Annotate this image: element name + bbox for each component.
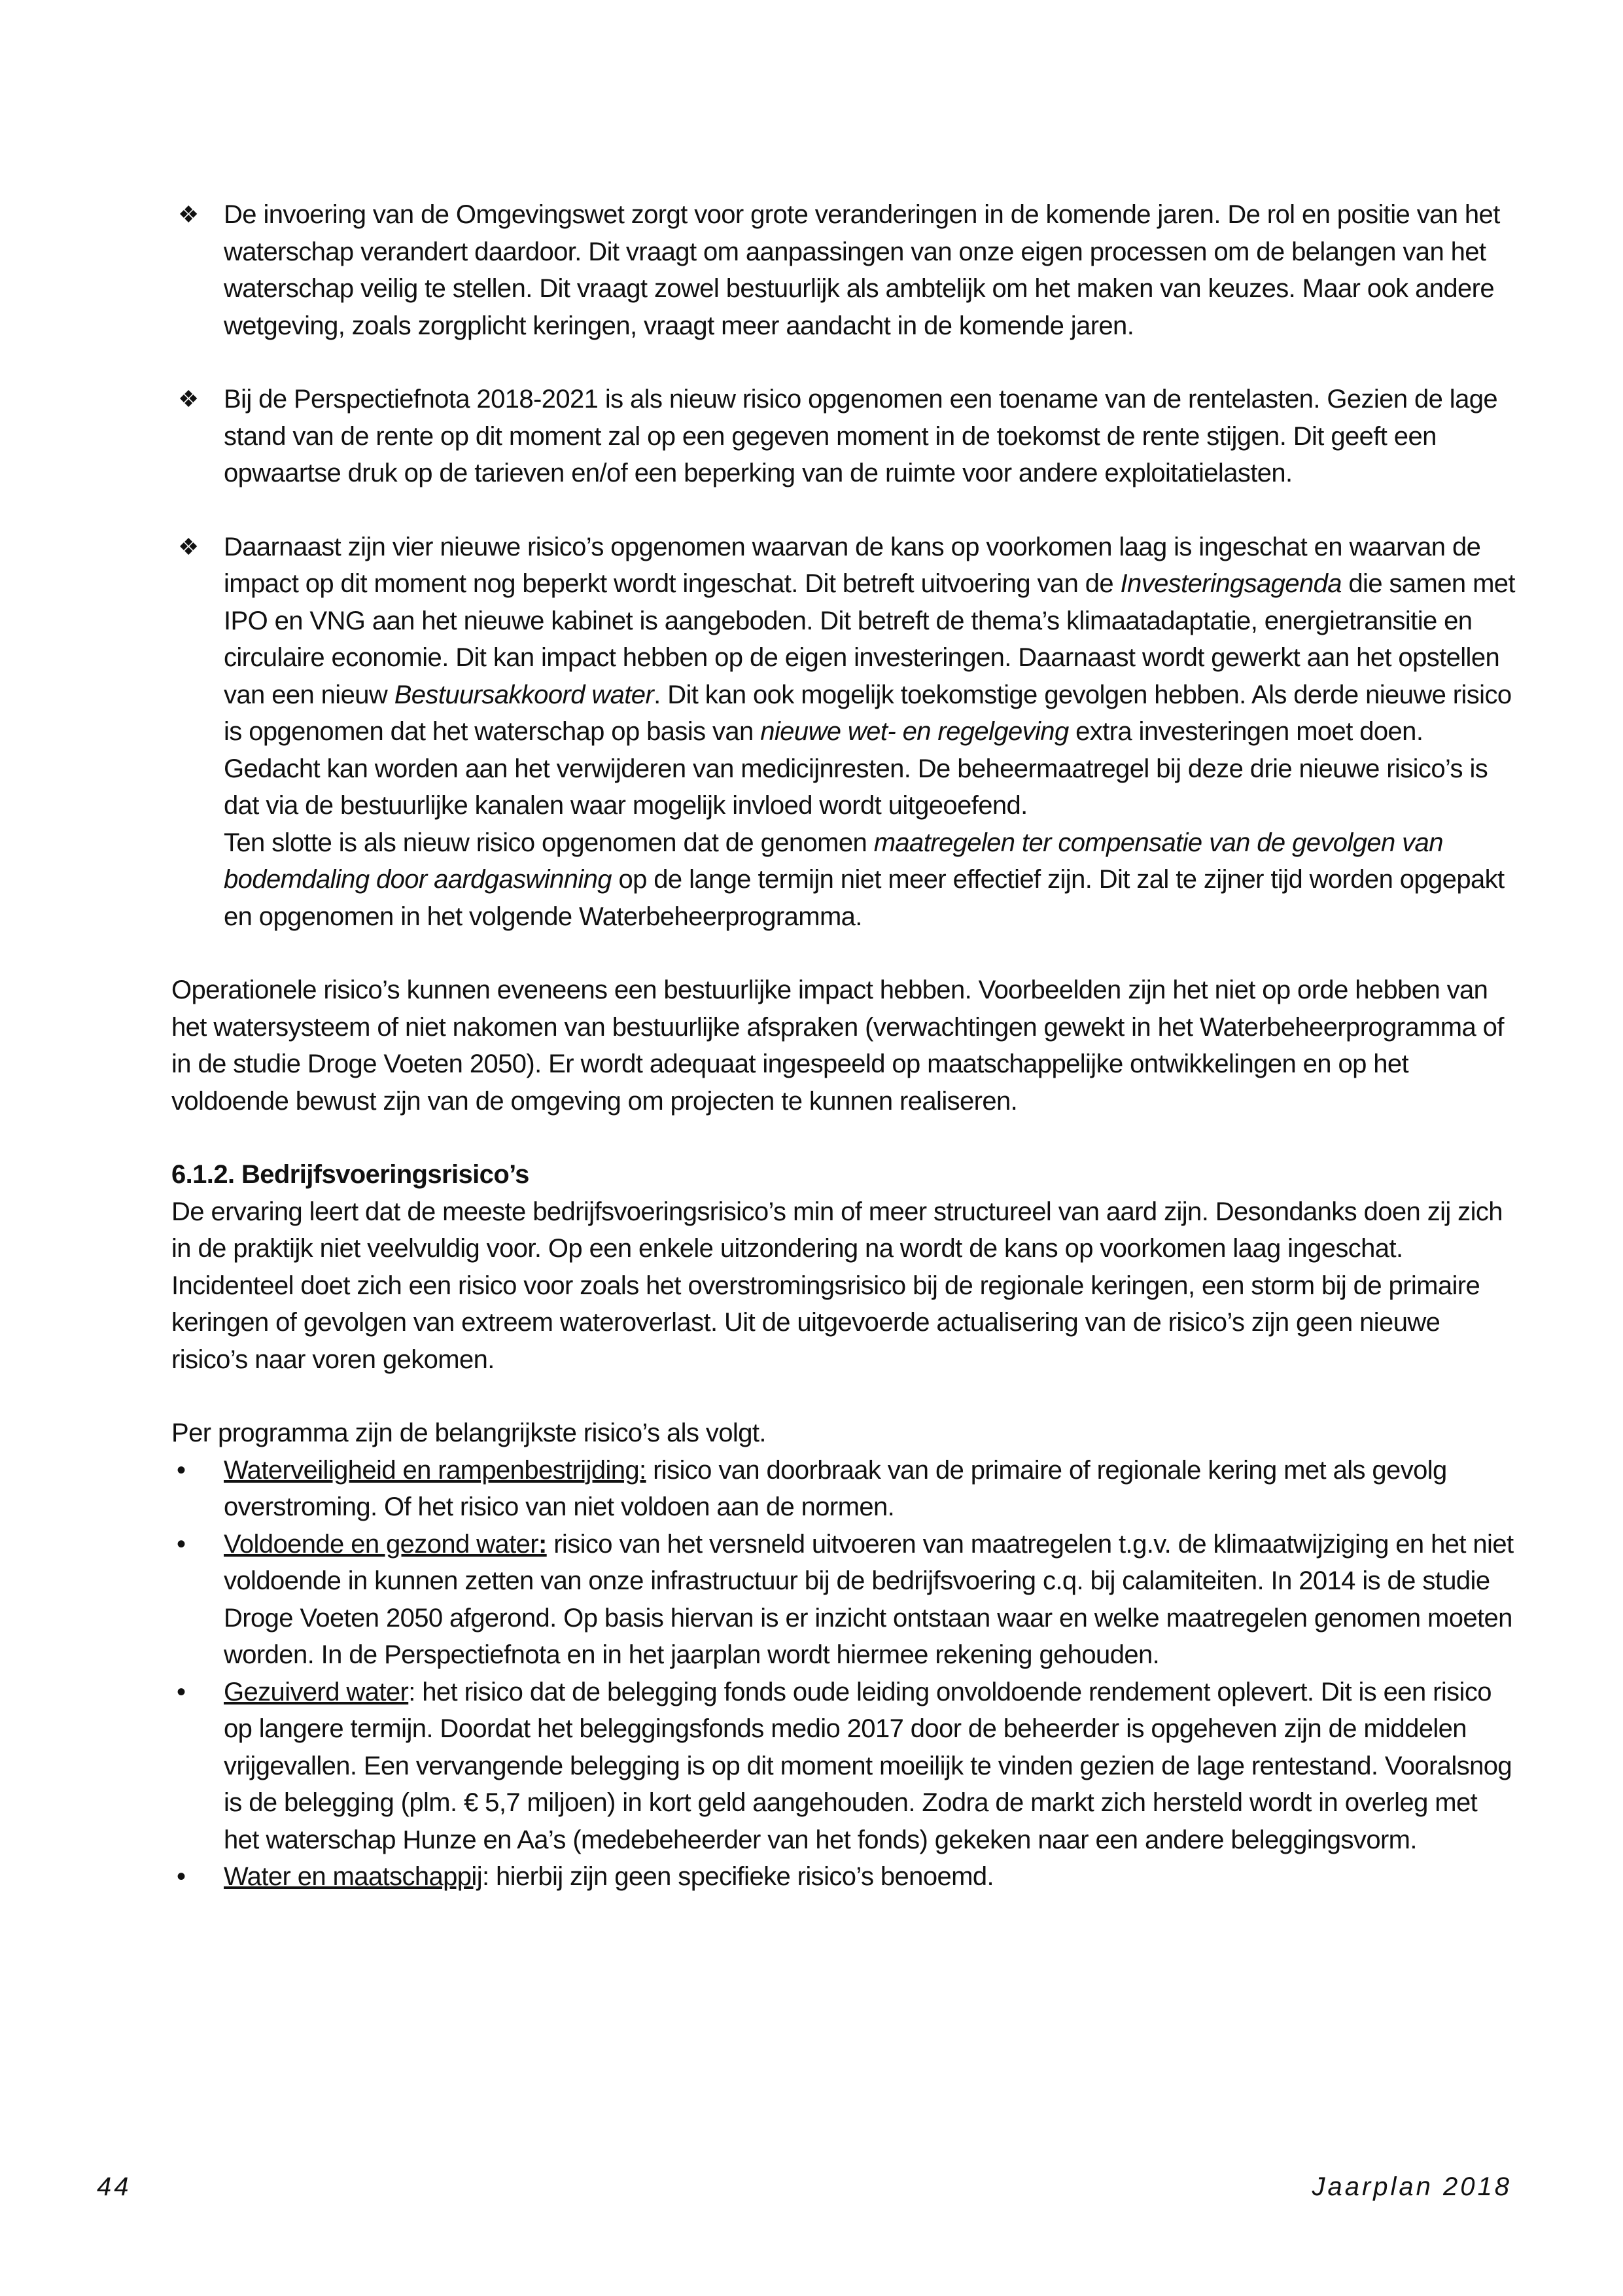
section-heading: 6.1.2. Bedrijfsvoeringsrisico’s xyxy=(171,1160,529,1189)
program-label: Water en maatschappij xyxy=(224,1862,482,1891)
bullet-icon: • xyxy=(177,1455,186,1485)
section-paragraph: De ervaring leert dat de meeste bedrijfsvoeringsrisico’s min of meer structureel van aard zijn. Desondanks doen zij zich in de praktijk niet veelvuldig voor. Op een enkele uitzondering na wordt de kans op voorkomen laag ingeschat. Incidenteel doet zich een risico voor zoals het overstromingsrisico bij de regionale keringen, een storm bij de primaire keringen of gevolgen van extreem wateroverlast. Uit de uitgevoerde actualisering van de risico’s zijn geen nieuwe risico’s naar voren gekomen. xyxy=(171,1197,1503,1374)
text-run: Ten slotte is als nieuw risico opgenomen dat de genomen xyxy=(224,828,874,857)
program-label-suffix: : xyxy=(538,1529,547,1559)
diamond-bullet-icon: ❖ xyxy=(178,385,199,412)
program-label: Gezuiverd water xyxy=(224,1677,409,1706)
text-run: die samen met IPO en VNG aan het nieuwe kabinet is aangeboden. Dit betreft de thema’s klimaatadaptatie, energietransitie en circulaire economie. Dit kan impact hebben op de eigen investeringen. Daarnaast wordt gewerkt aan het opstellen van een nieuw xyxy=(224,569,1515,709)
emphasis: nieuwe wet- en regelgeving xyxy=(760,717,1069,746)
program-text: : het risico dat de belegging fonds oude leiding onvoldoende rendement oplevert. Dit is een risico op langere termijn. Doordat het beleggingsfonds medio 2017 door de beheerder is opgeheven zijn de middelen vrijgevallen. Een vervangende belegging is op dit moment moeilijk te vinden gezien de lage rentestand. Vooralsnog is de belegging (plm. € 5,7 miljoen) in kort geld aangehouden. Zodra de markt zich hersteld wordt in overleg met het waterschap Hunze en Aa’s (medebeheerder van het fonds) gekeken naar een andere beleggingsvorm. xyxy=(224,1677,1512,1854)
diamond-bullet-icon: ❖ xyxy=(178,201,199,228)
list-item xyxy=(171,196,1519,344)
page-content xyxy=(171,196,1519,1896)
diamond-bullet-icon: ❖ xyxy=(178,533,199,560)
emphasis: maatregelen ter compensatie van de gevolgen van bodemdaling door aardgaswinning xyxy=(224,828,1443,894)
program-label: Voldoende en gezond water xyxy=(224,1529,538,1559)
risk-list xyxy=(171,196,1519,935)
risk-paragraph xyxy=(224,529,1519,824)
page-number: 44 xyxy=(97,2172,131,2201)
risk-text: Bij de Perspectiefnota 2018-2021 is als nieuw risico opgenomen een toename van de rentelasten. Gezien de lage stand van de rente op dit moment zal op een gegeven moment in de toekomst de rente stijgen. Dit geeft een opwaartse druk op de tarieven en/of een beperking van de ruimte voor andere exploitatielasten. xyxy=(224,385,1498,487)
program-text: risico van doorbraak van de primaire of regionale kering met als gevolg overstroming. Of het risico van niet voldoen aan de normen. xyxy=(224,1455,1447,1521)
programs-list xyxy=(171,1452,1519,1896)
program-text: : hierbij zijn geen specifieke risico’s benoemd. xyxy=(482,1862,994,1891)
text-run: op de lange termijn niet meer effectief zijn. Dit zal te zijner tijd worden opgepakt en opgenomen in het volgende Waterbeheerprogramma. xyxy=(224,865,1505,931)
bullet-icon: • xyxy=(177,1529,186,1559)
risk-text: De invoering van de Omgevingswet zorgt voor grote veranderingen in de komende jaren. De rol en positie van het waterschap verandert daardoor. Dit vraagt om aanpassingen van onze eigen processen om de belangen van het waterschap veilig te stellen. Dit vraagt zowel bestuurlijk als ambtelijk om het maken van keuzes. Maar ook andere wetgeving, zoals zorgplicht keringen, vraagt meer aandacht in de komende jaren. xyxy=(224,200,1500,340)
text-run: . Dit kan ook mogelijk toekomstige gevolgen hebben. Als derde nieuwe risico is opgenomen dat het waterschap op basis van xyxy=(224,680,1512,746)
document-title: Jaarplan 2018 xyxy=(1312,2172,1512,2201)
program-text: risico van het versneld uitvoeren van maatregelen t.g.v. de klimaatwijziging en het niet voldoende in kunnen zetten van onze infrastructuur bij de bedrijfsvoering c.q. bij calamiteiten. In 2014 is de studie Droge Voeten 2050 afgerond. Op basis hiervan is er inzicht ontstaan waar en welke maatregelen genomen moeten worden. In de Perspectiefnota en in het jaarplan wordt hiermee rekening gehouden. xyxy=(224,1529,1514,1669)
operational-paragraph: Operationele risico’s kunnen eveneens een bestuurlijke impact hebben. Voorbeelden zijn het niet op orde hebben van het watersysteem of niet nakomen van bestuurlijke afspraken (verwachtingen gewekt in het Waterbeheerprogramma of in de studie Droge Voeten 2050). Er wordt adequaat ingespeeld op maatschappelijke ontwikkelingen en op het voldoende bewust zijn van de omgeving om projecten te kunnen realiseren. xyxy=(171,976,1504,1116)
text-run: extra investeringen moet doen. Gedacht kan worden aan het verwijderen van medicijnresten. De beheermaatregel bij deze drie nieuwe risico’s is dat via de bestuurlijke kanalen waar mogelijk invloed wordt uitgeoefend. xyxy=(224,717,1488,820)
programs-intro: Per programma zijn de belangrijkste risico’s als volgt. xyxy=(171,1419,766,1447)
list-item xyxy=(171,529,1519,936)
program-label: Waterveiligheid en rampenbestrijding: xyxy=(224,1455,646,1485)
risk-paragraph xyxy=(224,824,1519,936)
text-run: Daarnaast zijn vier nieuwe risico’s opgenomen waarvan de kans op voorkomen laag is ingeschat en waarvan de impact op dit moment nog beperkt wordt ingeschat. Dit betreft uitvoering van de xyxy=(224,532,1481,598)
emphasis: Investeringsagenda xyxy=(1120,569,1342,598)
emphasis: Bestuursakkoord water xyxy=(394,680,654,709)
list-item xyxy=(171,1452,1519,1526)
bullet-icon: • xyxy=(177,1862,186,1891)
list-item xyxy=(171,1526,1519,1674)
bullet-icon: • xyxy=(177,1677,186,1706)
list-item xyxy=(171,381,1519,492)
list-item xyxy=(171,1858,1519,1896)
list-item xyxy=(171,1674,1519,1859)
